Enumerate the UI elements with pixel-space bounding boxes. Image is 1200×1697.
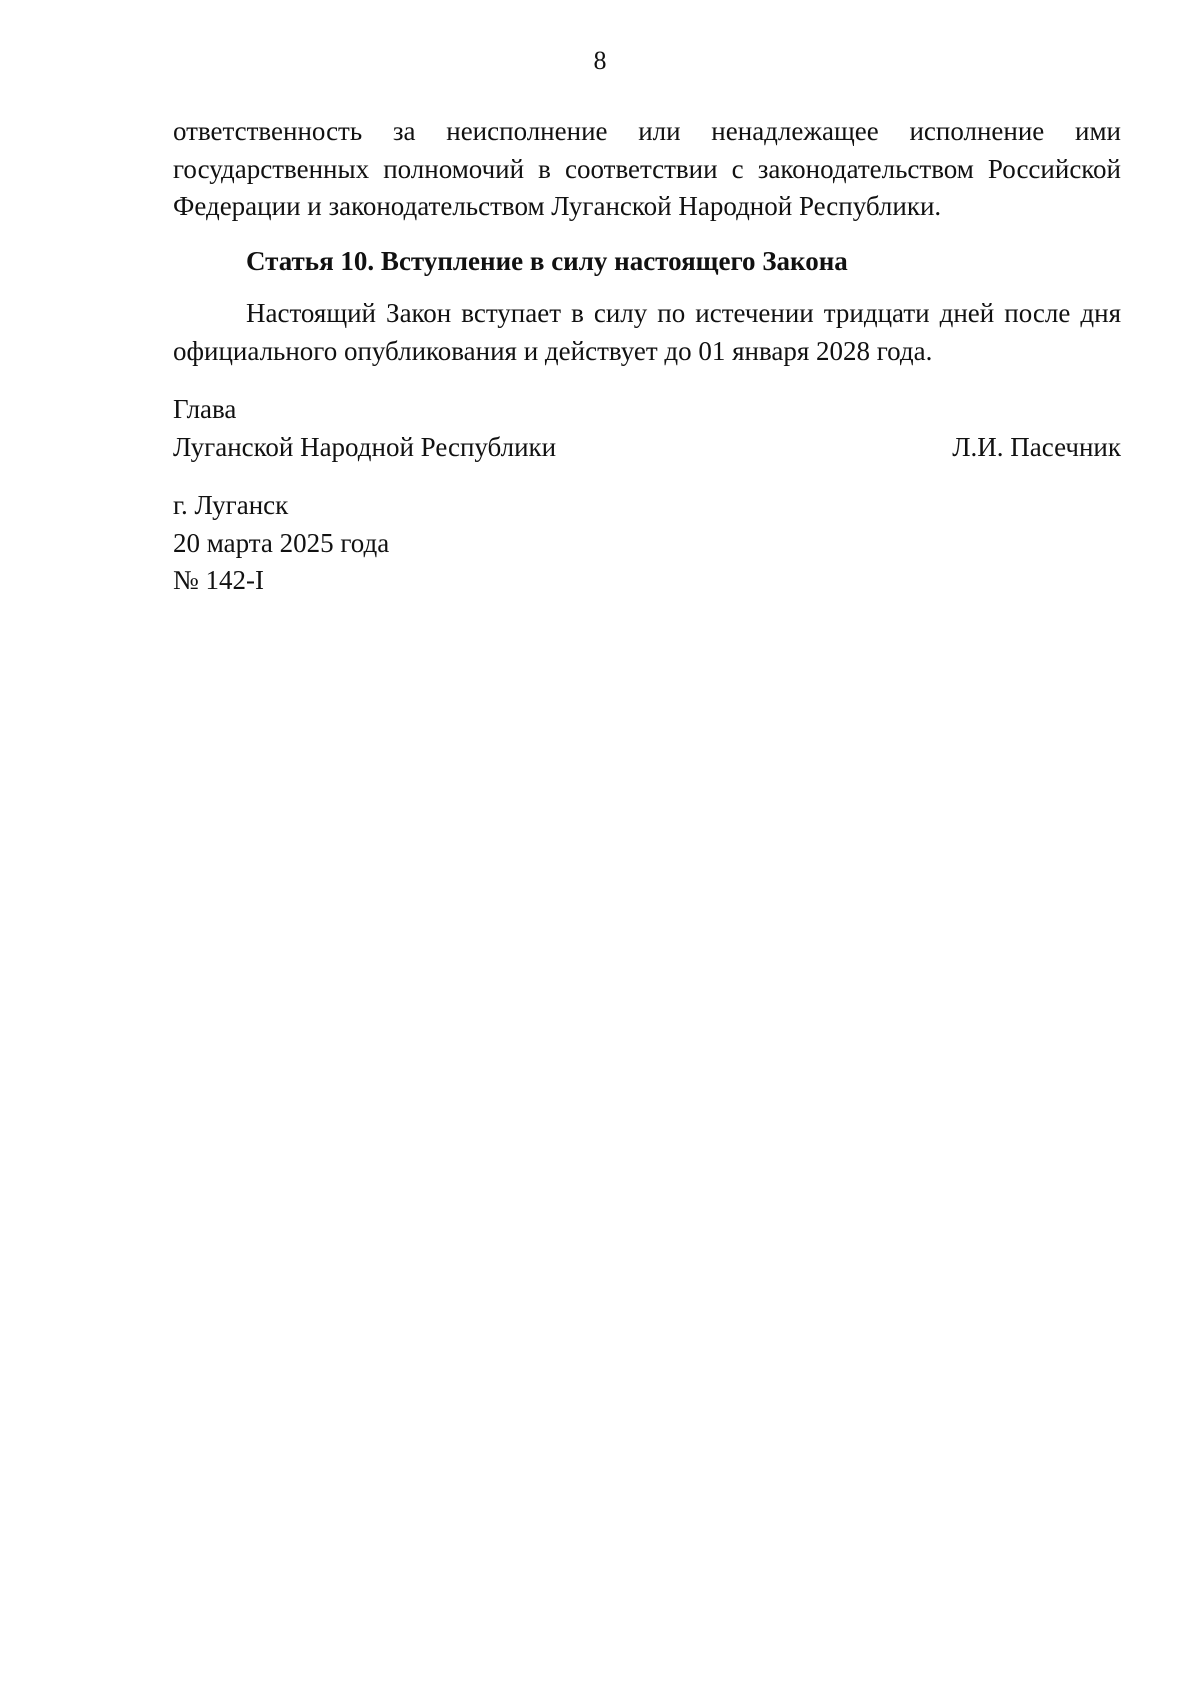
document-content [173,113,1121,600]
issuance-date: 20 марта 2025 года [173,527,390,558]
signatory-name: Л.И. Пасечник [952,431,1121,462]
page-number: 8 [593,46,607,75]
signature-row [173,429,1121,467]
signatory-title-line1: Глава [173,394,237,424]
signatory-title-line2: Луганской Народной Республики [173,431,557,462]
signature-block [173,391,1121,466]
article-heading: Статья 10. Вступление в силу настоящего Закона [246,245,848,276]
issuance-place: г. Луганск [173,490,289,520]
continuation-paragraph: ответственность за неисполнение или ненадлежащее исполнение ими государственных полномочий в соответствии с законодательством Российской Федерации и законодательством Луганской Народной Республики. [173,116,1121,221]
issuance-block [173,487,1121,600]
article-body: Настоящий Закон вступает в силу по истечении тридцати дней после дня официального опубликования и действует до 01 января 2028 года. [173,298,1121,366]
issuance-number: № 142-I [173,565,264,595]
